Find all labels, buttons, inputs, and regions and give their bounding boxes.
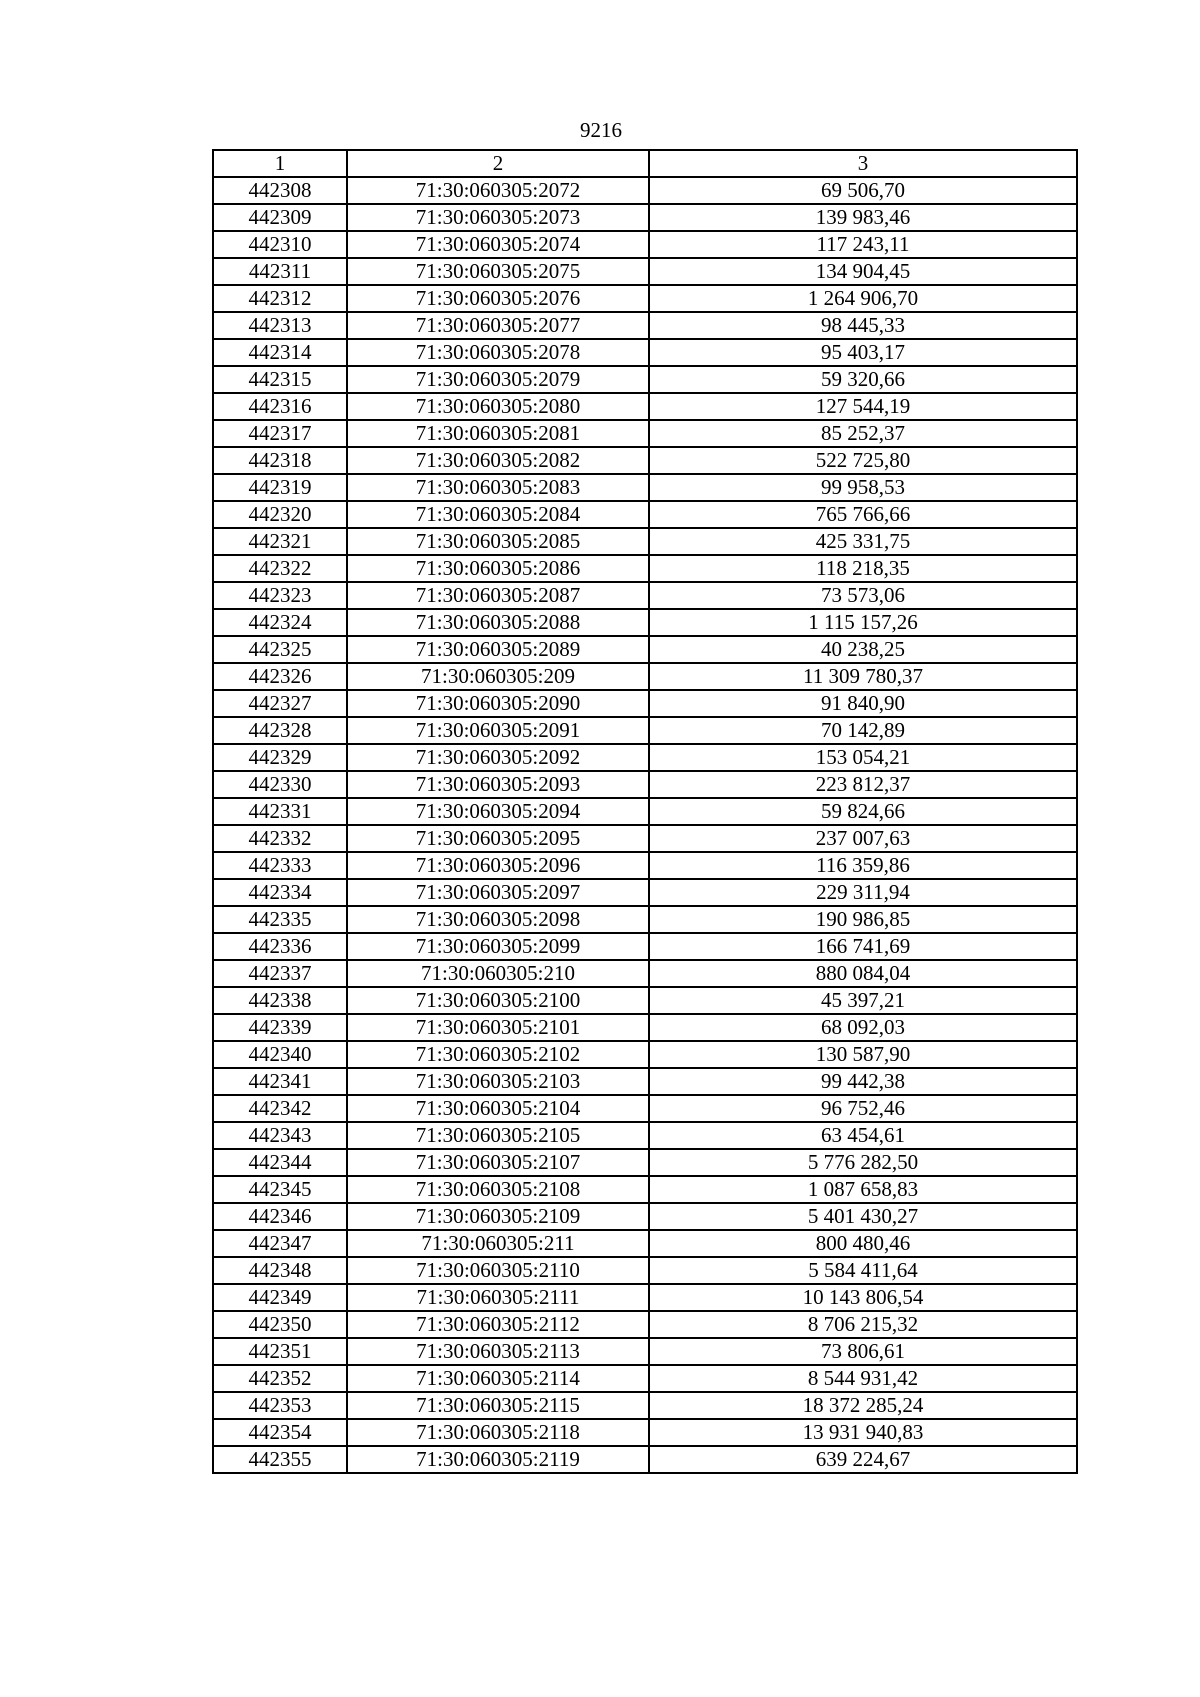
value-cell: 800 480,46: [649, 1230, 1077, 1257]
table-row: [213, 960, 1077, 987]
value-cell: 10 143 806,54: [649, 1284, 1077, 1311]
row-number-cell: 442309: [213, 204, 347, 231]
value-cell: 11 309 780,37: [649, 663, 1077, 690]
row-number-cell: 442333: [213, 852, 347, 879]
row-number-cell: 442355: [213, 1446, 347, 1473]
row-number-cell: 442321: [213, 528, 347, 555]
row-number-cell: 442314: [213, 339, 347, 366]
cadastral-number-cell: 71:30:060305:2080: [347, 393, 649, 420]
table-row: [213, 312, 1077, 339]
cadastral-number-cell: 71:30:060305:2097: [347, 879, 649, 906]
table-row: [213, 1446, 1077, 1473]
cadastral-number-cell: 71:30:060305:2091: [347, 717, 649, 744]
row-number-cell: 442338: [213, 987, 347, 1014]
cadastral-number-cell: 71:30:060305:2074: [347, 231, 649, 258]
row-number-cell: 442316: [213, 393, 347, 420]
cadastral-number-cell: 71:30:060305:2108: [347, 1176, 649, 1203]
cadastral-number-cell: 71:30:060305:2082: [347, 447, 649, 474]
cadastral-number-cell: 71:30:060305:2110: [347, 1257, 649, 1284]
cadastral-number-cell: 71:30:060305:2076: [347, 285, 649, 312]
table-row: [213, 1095, 1077, 1122]
cadastral-number-cell: 71:30:060305:2089: [347, 636, 649, 663]
row-number-cell: 442332: [213, 825, 347, 852]
value-cell: 13 931 940,83: [649, 1419, 1077, 1446]
row-number-cell: 442308: [213, 177, 347, 204]
cadastral-number-cell: 71:30:060305:2083: [347, 474, 649, 501]
cadastral-number-cell: 71:30:060305:2115: [347, 1392, 649, 1419]
table-row: [213, 987, 1077, 1014]
table-row: [213, 1122, 1077, 1149]
cadastral-number-cell: 71:30:060305:2092: [347, 744, 649, 771]
value-cell: 229 311,94: [649, 879, 1077, 906]
table-row: [213, 663, 1077, 690]
value-cell: 98 445,33: [649, 312, 1077, 339]
row-number-cell: 442334: [213, 879, 347, 906]
row-number-cell: 442335: [213, 906, 347, 933]
table-row: [213, 528, 1077, 555]
cadastral-number-cell: 71:30:060305:2112: [347, 1311, 649, 1338]
value-cell: 73 806,61: [649, 1338, 1077, 1365]
row-number-cell: 442351: [213, 1338, 347, 1365]
row-number-cell: 442324: [213, 609, 347, 636]
row-number-cell: 442347: [213, 1230, 347, 1257]
cadastral-number-cell: 71:30:060305:2079: [347, 366, 649, 393]
table-row: [213, 1176, 1077, 1203]
row-number-cell: 442353: [213, 1392, 347, 1419]
row-number-cell: 442349: [213, 1284, 347, 1311]
value-cell: 91 840,90: [649, 690, 1077, 717]
table-row: [213, 852, 1077, 879]
table-row: [213, 447, 1077, 474]
table-row: [213, 474, 1077, 501]
table-row: [213, 1257, 1077, 1284]
table-row: [213, 879, 1077, 906]
row-number-cell: 442323: [213, 582, 347, 609]
row-number-cell: 442313: [213, 312, 347, 339]
row-number-cell: 442350: [213, 1311, 347, 1338]
cadastral-number-cell: 71:30:060305:2104: [347, 1095, 649, 1122]
cadastral-number-cell: 71:30:060305:2114: [347, 1365, 649, 1392]
row-number-cell: 442327: [213, 690, 347, 717]
value-cell: 139 983,46: [649, 204, 1077, 231]
value-cell: 639 224,67: [649, 1446, 1077, 1473]
row-number-cell: 442330: [213, 771, 347, 798]
value-cell: 223 812,37: [649, 771, 1077, 798]
value-cell: 5 584 411,64: [649, 1257, 1077, 1284]
cadastral-number-cell: 71:30:060305:2078: [347, 339, 649, 366]
table-body: [213, 177, 1077, 1473]
cadastral-number-cell: 71:30:060305:210: [347, 960, 649, 987]
cadastral-number-cell: 71:30:060305:2072: [347, 177, 649, 204]
value-cell: 116 359,86: [649, 852, 1077, 879]
value-cell: 153 054,21: [649, 744, 1077, 771]
row-number-cell: 442336: [213, 933, 347, 960]
value-cell: 99 442,38: [649, 1068, 1077, 1095]
row-number-cell: 442312: [213, 285, 347, 312]
table-header-row: [213, 150, 1077, 177]
table-row: [213, 1149, 1077, 1176]
cadastral-number-cell: 71:30:060305:2119: [347, 1446, 649, 1473]
row-number-cell: 442340: [213, 1041, 347, 1068]
cadastral-number-cell: 71:30:060305:2081: [347, 420, 649, 447]
row-number-cell: 442328: [213, 717, 347, 744]
table-row: [213, 1014, 1077, 1041]
table-row: [213, 393, 1077, 420]
value-cell: 85 252,37: [649, 420, 1077, 447]
cadastral-number-cell: 71:30:060305:2095: [347, 825, 649, 852]
cadastral-number-cell: 71:30:060305:2075: [347, 258, 649, 285]
value-cell: 99 958,53: [649, 474, 1077, 501]
row-number-cell: 442341: [213, 1068, 347, 1095]
row-number-cell: 442337: [213, 960, 347, 987]
cadastral-number-cell: 71:30:060305:2086: [347, 555, 649, 582]
value-cell: 59 320,66: [649, 366, 1077, 393]
value-cell: 134 904,45: [649, 258, 1077, 285]
table-row: [213, 420, 1077, 447]
value-cell: 18 372 285,24: [649, 1392, 1077, 1419]
column-header-2: 2: [347, 150, 649, 177]
cadastral-number-cell: 71:30:060305:2098: [347, 906, 649, 933]
value-cell: 117 243,11: [649, 231, 1077, 258]
value-cell: 130 587,90: [649, 1041, 1077, 1068]
cadastral-number-cell: 71:30:060305:2077: [347, 312, 649, 339]
cadastral-number-cell: 71:30:060305:2103: [347, 1068, 649, 1095]
table-row: [213, 285, 1077, 312]
table-row: [213, 636, 1077, 663]
page-number: [0, 118, 1200, 142]
row-number-cell: 442346: [213, 1203, 347, 1230]
row-number-cell: 442320: [213, 501, 347, 528]
value-cell: 5 401 430,27: [649, 1203, 1077, 1230]
row-number-cell: 442348: [213, 1257, 347, 1284]
row-number-cell: 442310: [213, 231, 347, 258]
table-row: [213, 258, 1077, 285]
value-cell: 765 766,66: [649, 501, 1077, 528]
row-number-cell: 442343: [213, 1122, 347, 1149]
cadastral-number-cell: 71:30:060305:209: [347, 663, 649, 690]
table-row: [213, 231, 1077, 258]
row-number-cell: 442317: [213, 420, 347, 447]
table-row: [213, 933, 1077, 960]
row-number-cell: 442311: [213, 258, 347, 285]
table-row: [213, 1284, 1077, 1311]
cadastral-number-cell: 71:30:060305:2073: [347, 204, 649, 231]
table-row: [213, 1419, 1077, 1446]
value-cell: 70 142,89: [649, 717, 1077, 744]
table-row: [213, 555, 1077, 582]
column-header-3: 3: [649, 150, 1077, 177]
cadastral-number-cell: 71:30:060305:2101: [347, 1014, 649, 1041]
cadastral-number-cell: 71:30:060305:2105: [347, 1122, 649, 1149]
table-row: [213, 1365, 1077, 1392]
table-row: [213, 582, 1077, 609]
row-number-cell: 442345: [213, 1176, 347, 1203]
value-cell: 118 218,35: [649, 555, 1077, 582]
value-cell: 1 264 906,70: [649, 285, 1077, 312]
cadastral-number-cell: 71:30:060305:2084: [347, 501, 649, 528]
table-row: [213, 825, 1077, 852]
value-cell: 425 331,75: [649, 528, 1077, 555]
cadastral-number-cell: 71:30:060305:2113: [347, 1338, 649, 1365]
value-cell: 69 506,70: [649, 177, 1077, 204]
row-number-cell: 442322: [213, 555, 347, 582]
cadastral-number-cell: 71:30:060305:2094: [347, 798, 649, 825]
table-row: [213, 501, 1077, 528]
data-table: [212, 149, 1078, 1474]
table-row: [213, 1068, 1077, 1095]
table-row: [213, 1392, 1077, 1419]
table-row: [213, 906, 1077, 933]
cadastral-number-cell: 71:30:060305:2096: [347, 852, 649, 879]
table-row: [213, 690, 1077, 717]
row-number-cell: 442326: [213, 663, 347, 690]
table-row: [213, 771, 1077, 798]
value-cell: 73 573,06: [649, 582, 1077, 609]
table-row: [213, 1338, 1077, 1365]
value-cell: 95 403,17: [649, 339, 1077, 366]
table-row: [213, 339, 1077, 366]
cadastral-number-cell: 71:30:060305:2087: [347, 582, 649, 609]
table-row: [213, 1230, 1077, 1257]
cadastral-number-cell: 71:30:060305:2107: [347, 1149, 649, 1176]
cadastral-number-cell: 71:30:060305:211: [347, 1230, 649, 1257]
row-number-cell: 442318: [213, 447, 347, 474]
table-row: [213, 366, 1077, 393]
cadastral-number-cell: 71:30:060305:2093: [347, 771, 649, 798]
row-number-cell: 442342: [213, 1095, 347, 1122]
cadastral-number-cell: 71:30:060305:2088: [347, 609, 649, 636]
table-row: [213, 717, 1077, 744]
cadastral-number-cell: 71:30:060305:2102: [347, 1041, 649, 1068]
value-cell: 8 706 215,32: [649, 1311, 1077, 1338]
value-cell: 880 084,04: [649, 960, 1077, 987]
cadastral-number-cell: 71:30:060305:2118: [347, 1419, 649, 1446]
table-row: [213, 744, 1077, 771]
value-cell: 40 238,25: [649, 636, 1077, 663]
row-number-cell: 442339: [213, 1014, 347, 1041]
value-cell: 1 087 658,83: [649, 1176, 1077, 1203]
value-cell: 68 092,03: [649, 1014, 1077, 1041]
value-cell: 63 454,61: [649, 1122, 1077, 1149]
value-cell: 190 986,85: [649, 906, 1077, 933]
value-cell: 522 725,80: [649, 447, 1077, 474]
value-cell: 96 752,46: [649, 1095, 1077, 1122]
cadastral-number-cell: 71:30:060305:2085: [347, 528, 649, 555]
table-row: [213, 1041, 1077, 1068]
row-number-cell: 442325: [213, 636, 347, 663]
table-row: [213, 177, 1077, 204]
cadastral-number-cell: 71:30:060305:2099: [347, 933, 649, 960]
row-number-cell: 442319: [213, 474, 347, 501]
value-cell: 127 544,19: [649, 393, 1077, 420]
row-number-cell: 442352: [213, 1365, 347, 1392]
row-number-cell: 442331: [213, 798, 347, 825]
cadastral-number-cell: 71:30:060305:2100: [347, 987, 649, 1014]
column-header-1: 1: [213, 150, 347, 177]
table-row: [213, 1311, 1077, 1338]
row-number-cell: 442329: [213, 744, 347, 771]
cadastral-number-cell: 71:30:060305:2090: [347, 690, 649, 717]
row-number-cell: 442354: [213, 1419, 347, 1446]
value-cell: 8 544 931,42: [649, 1365, 1077, 1392]
value-cell: 45 397,21: [649, 987, 1077, 1014]
value-cell: 5 776 282,50: [649, 1149, 1077, 1176]
value-cell: 166 741,69: [649, 933, 1077, 960]
value-cell: 237 007,63: [649, 825, 1077, 852]
cadastral-number-cell: 71:30:060305:2109: [347, 1203, 649, 1230]
page-number-text: 9216: [580, 118, 622, 142]
table-row: [213, 1203, 1077, 1230]
row-number-cell: 442344: [213, 1149, 347, 1176]
value-cell: 59 824,66: [649, 798, 1077, 825]
cadastral-number-cell: 71:30:060305:2111: [347, 1284, 649, 1311]
table-row: [213, 798, 1077, 825]
table-row: [213, 204, 1077, 231]
value-cell: 1 115 157,26: [649, 609, 1077, 636]
row-number-cell: 442315: [213, 366, 347, 393]
table-row: [213, 609, 1077, 636]
